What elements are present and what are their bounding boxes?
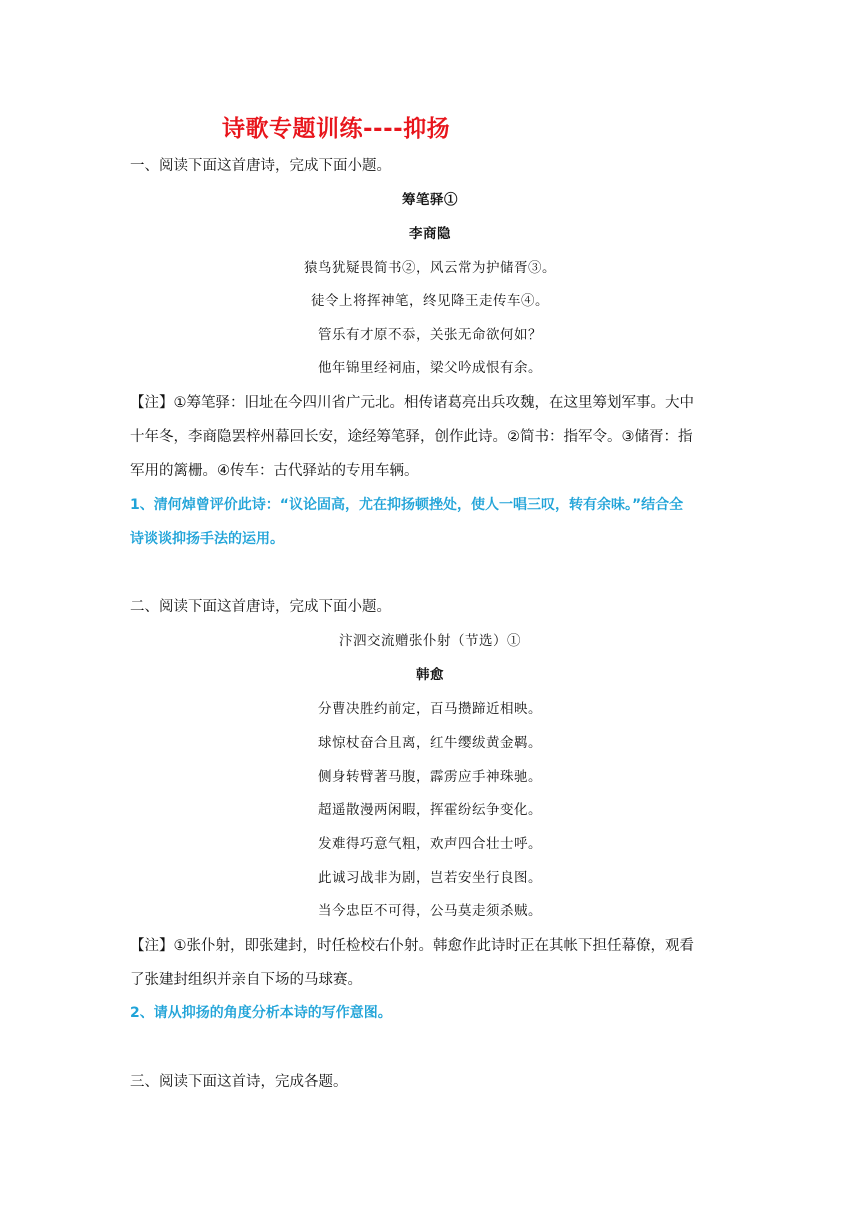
poem-2-line: 此诚习战非为剧，岂若安坐行良图。	[318, 870, 542, 886]
poem-1-line: 徒令上将挥神笔，终见降王走传车④。	[311, 293, 549, 309]
note-1-line: 【注】①筹笔驿：旧址在今四川省广元北。相传诸葛亮出兵攻魏，在这里筹划军事。大中	[130, 395, 694, 411]
question-1-line: 诗谈谈抑扬手法的运用。	[130, 531, 284, 547]
note-1-line: 军用的篱栅。④传车：古代驿站的专用车辆。	[130, 463, 419, 479]
note-2-line: 了张建封组织并亲自下场的马球赛。	[130, 972, 362, 988]
note-2-line: 【注】①张仆射，即张建封，时任检校右仆射。韩愈作此诗时正在其帐下担任幕僚，观看	[130, 938, 694, 954]
question-1-line: 1、清何焯曾评价此诗：“议论固高，尤在抑扬顿挫处，使人一唱三叹，转有余味。”结合全	[130, 497, 684, 513]
question-2-line: 2、请从抑扬的角度分析本诗的写作意图。	[130, 1005, 392, 1021]
poem-1-author: 李商隐	[409, 226, 451, 242]
poem-2-line: 发难得巧意气粗，欢声四合壮士呼。	[318, 836, 542, 852]
poem-2-title: 汴泗交流赠张仆射（节选）①	[339, 633, 521, 649]
poem-1-title: 筹笔驿①	[402, 192, 458, 208]
section-3-heading: 三、阅读下面这首诗，完成各题。	[130, 1074, 348, 1090]
poem-2-line: 超遥散漫两闲暇，挥霍纷纭争变化。	[318, 802, 542, 818]
document-title: 诗歌专题训练----抑扬	[222, 116, 451, 142]
poem-2-line: 球惊杖奋合且离，红牛缨绂黄金羁。	[318, 735, 542, 751]
poem-2-line: 侧身转臂著马腹，霹雳应手神珠驰。	[318, 769, 542, 785]
section-2-heading: 二、阅读下面这首唐诗，完成下面小题。	[130, 599, 391, 615]
note-1-line: 十年冬，李商隐罢梓州幕回长安，途经筹笔驿，创作此诗。②简书：指军令。③储胥：指	[130, 429, 693, 445]
poem-2-line: 分曹决胜约前定，百马攒蹄近相映。	[318, 701, 542, 717]
poem-1-line: 管乐有才原不忝，关张无命欲何如？	[318, 327, 542, 343]
poem-1-line: 他年锦里经祠庙，梁父吟成恨有余。	[318, 360, 542, 376]
poem-2-line: 当今忠臣不可得，公马莫走须杀贼。	[318, 903, 542, 919]
poem-2-author: 韩愈	[416, 667, 444, 683]
poem-1-line: 猿鸟犹疑畏简书②，风云常为护储胥③。	[304, 260, 556, 276]
section-1-heading: 一、阅读下面这首唐诗，完成下面小题。	[130, 158, 391, 174]
